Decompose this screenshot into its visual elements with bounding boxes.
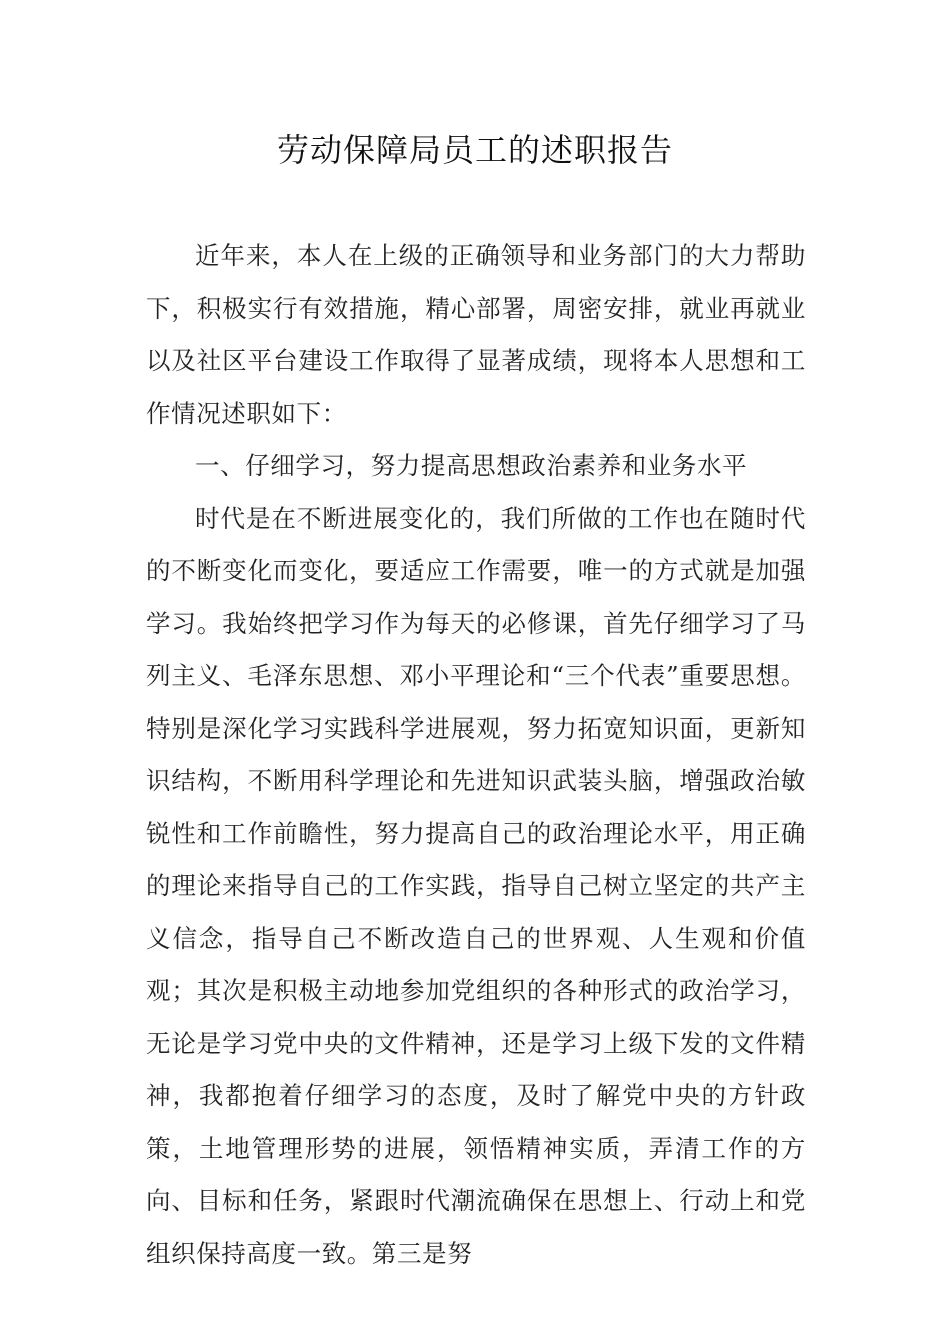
document-title: 劳动保障局员工的述职报告 [276, 131, 673, 169]
paragraph-study: 时代是在不断进展变化的，我们所做的工作也在随时代的不断变化而变化，要适应工作需要，唯一的方式就是加强学习。我始终把学习作为每天的必修课，首先仔细学习了马列主义、毛泽东思想、邓小平理论和“三个代表”重要思想。特别是深化学习实践科学进展观，努力拓宽知识面，更新知识结构，不断用科学理论和先进知识武装头脑，增强政治敏锐性和工作前瞻性，努力提高自己的政治理论水平，用正确的理论来指导自己的工作实践，指导自己树立坚定的共产主义信念，指导自己不断改造自己的世界观、人生观和价值观；其次是积极主动地参加党组织的各种形式的政治学习，无论是学习党中央的文件精神，还是学习上级下发的文件精神，我都抱着仔细学习的态度，及时了解党中央的方针政策，土地管理形势的进展，领悟精神实质，弄清工作的方向、目标和任务，紧跟时代潮流确保在思想上、行动上和党组织保持高度一致。第三是努 [146, 503, 806, 1268]
document-body [146, 230, 806, 1280]
paragraph-intro: 近年来，本人在上级的正确领导和业务部门的大力帮助下，积极实行有效措施，精心部署，周密安排，就业再就业以及社区平台建设工作取得了显著成绩，现将本人思想和工作情况述职如下： [146, 241, 806, 428]
section-heading-1: 一、仔细学习，努力提高思想政治素养和业务水平 [195, 451, 748, 480]
